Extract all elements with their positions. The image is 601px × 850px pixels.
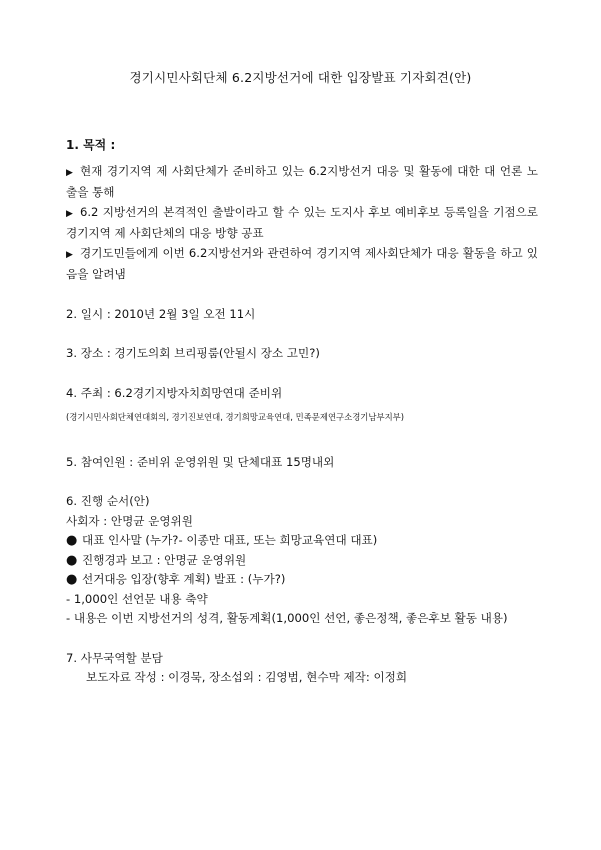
section-order-heading: 6. 진행 순서(안) xyxy=(66,494,150,509)
circle-bullet-icon: ● xyxy=(66,572,78,588)
section-datetime: 2. 일시 : 2010년 2월 3일 오전 11시 xyxy=(66,306,256,321)
document-body xyxy=(66,136,538,688)
section-participants: 5. 참여인원 : 준비위 운영위원 및 단체대표 15명내외 xyxy=(66,454,335,469)
purpose-item-3-text: 경기도민들에게 이번 6.2지방선거와 관련하여 경기지역 제사회단체가 대응 활동을 하고 있음을 알려냄 xyxy=(66,245,538,281)
dash-marker: - xyxy=(66,591,71,606)
section-place: 3. 장소 : 경기도의회 브리핑룸(안될시 장소 고민?) xyxy=(66,346,320,360)
triangle-bullet-icon: ▶ xyxy=(66,167,73,178)
order-dash-1-text: 1,000인 선언문 내용 축약 xyxy=(73,591,208,606)
dash-marker: - xyxy=(66,611,71,626)
document-title: 경기시민사회단체 6.2지방선거에 대한 입장발표 기자회견(안) xyxy=(129,70,472,85)
order-dash-1 xyxy=(66,590,538,610)
order-bullet-1 xyxy=(66,531,538,551)
order-bullet-2 xyxy=(66,551,538,571)
section-host-members: (경기시민사회단체연대회의, 경기진보연대, 경기희망교육연대, 민족문제연구소경기남부지부) xyxy=(66,412,405,423)
triangle-bullet-icon: ▶ xyxy=(66,208,73,219)
purpose-item-1-text: 현재 경기지역 제 사회단체가 준비하고 있는 6.2지방선거 대응 및 활동에 대한 대 언론 노출을 통해 xyxy=(66,163,538,199)
purpose-item-1 xyxy=(66,162,538,203)
triangle-bullet-icon: ▶ xyxy=(66,249,73,260)
circle-bullet-icon: ● xyxy=(66,533,78,549)
order-dash-2 xyxy=(66,609,538,629)
section-roles-text: 보도자료 작성 : 이경묵, 장소섭외 : 김영범, 현수막 제작: 이정희 xyxy=(86,670,408,685)
order-bullet-1-text: 대표 인사말 (누가?- 이종만 대표, 또는 희망교육연대 대표) xyxy=(82,533,378,548)
order-bullet-3 xyxy=(66,570,538,590)
order-moderator: 사회자 : 안명균 운영위원 xyxy=(66,513,193,528)
purpose-item-2-text: 6.2 지방선거의 본격적인 출발이라고 할 수 있는 도지사 후보 예비후보 등록일을 기점으로 경기지역 제 사회단체의 대응 방향 공표 xyxy=(66,204,538,240)
section-roles-heading: 7. 사무국역할 분담 xyxy=(66,650,163,665)
section-host: 4. 주최 : 6.2경기지방자치희망연대 준비위 xyxy=(66,385,283,400)
circle-bullet-icon: ● xyxy=(66,552,78,568)
order-bullet-2-text: 진행경과 보고 : 안명균 운영위원 xyxy=(82,552,247,567)
purpose-item-3 xyxy=(66,244,538,285)
purpose-item-2 xyxy=(66,203,538,244)
section-purpose-heading: 1. 목적 : xyxy=(66,138,116,152)
order-bullet-3-text: 선거대응 입장(향후 계획) 발표 : (누가?) xyxy=(82,572,286,587)
order-dash-2-text: 내용은 이번 지방선거의 성격, 활동계획(1,000인 선언, 좋은정책, 좋은후보 활동 내용) xyxy=(73,611,508,626)
